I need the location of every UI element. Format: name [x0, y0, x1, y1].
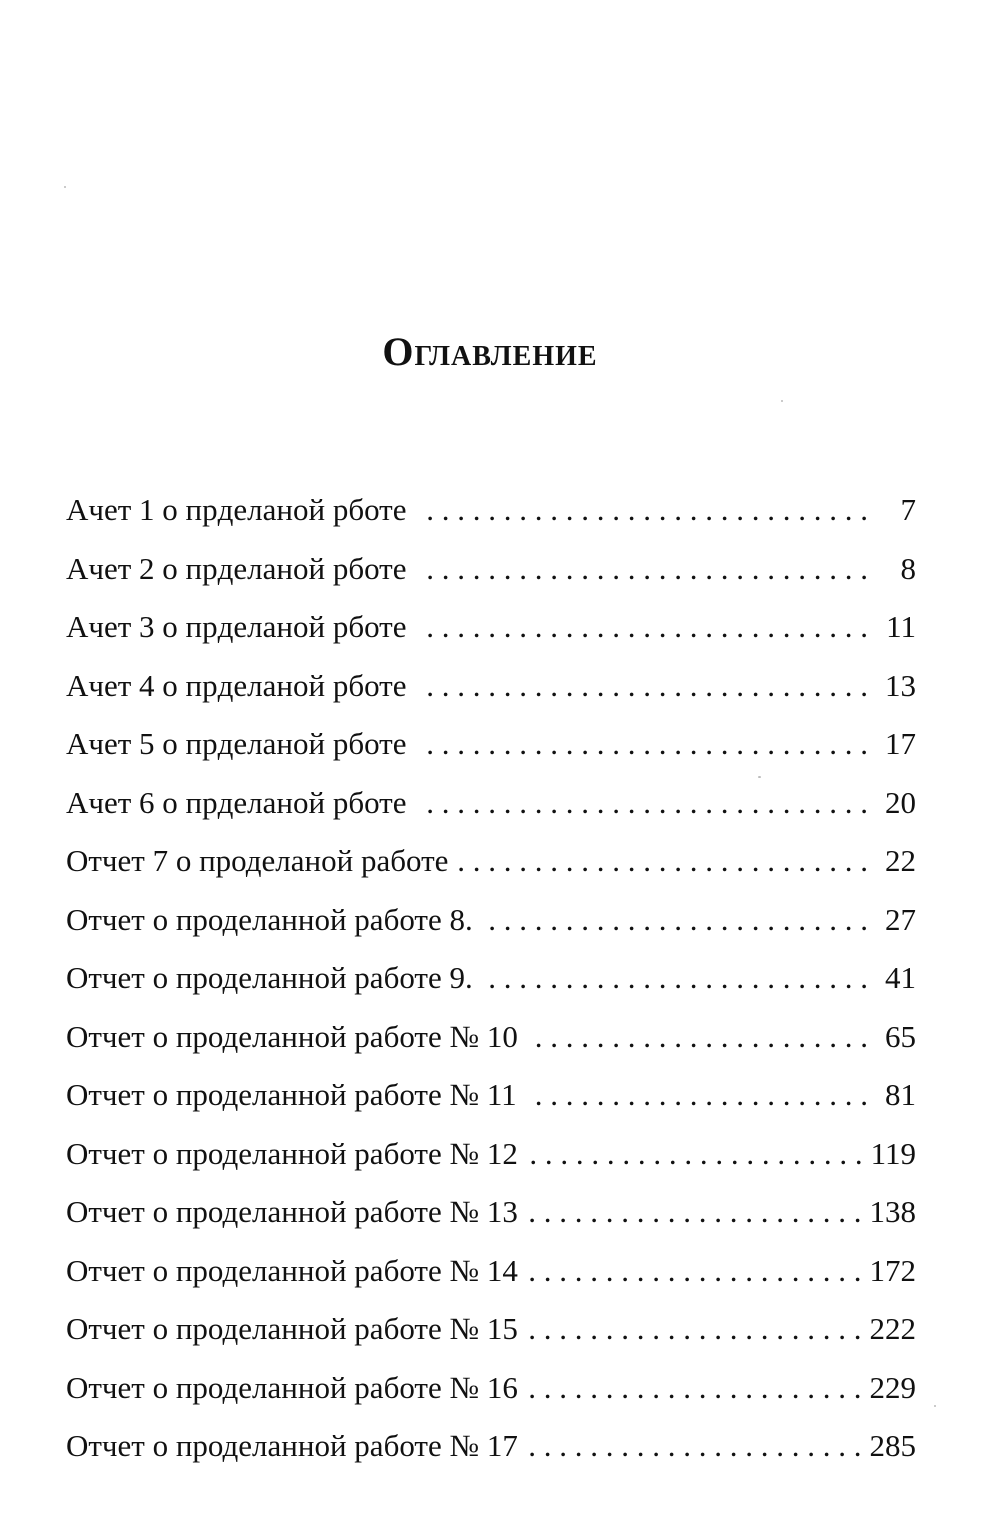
toc-entry [66, 785, 916, 844]
toc-entry-page: 8 [900, 550, 916, 586]
toc-entry-label: Отчет 7 о проделаной работе [66, 843, 449, 878]
toc-entry-label: Отчет о проделанной работе № 11 [66, 1077, 517, 1112]
toc-entry-label: Ачет 4 о пpделаной рботе [66, 667, 407, 703]
toc-entry-label: Отчет о проделанной работе № 14 [66, 1252, 518, 1288]
toc-entry-label: Отчет о проделанной работе № 15 [66, 1311, 518, 1346]
toc-entry-label: Ачет 6 о пpделаной рботе [66, 784, 407, 820]
toc-entry-page: 7 [900, 492, 916, 527]
toc-entry [66, 1253, 916, 1312]
toc-entry [66, 668, 916, 727]
toc-entry-label: Ачет 3 о пpделаной рботе [66, 609, 407, 644]
toc-entry-label: Ачет 5 о пpделаной рботе [66, 726, 407, 761]
toc-entry-label: Отчет о проделанной работе 8. [66, 901, 473, 937]
dot-leader [417, 609, 869, 645]
toc-entry [66, 843, 916, 902]
toc-entry-page: 27 [885, 901, 916, 937]
toc-entry [66, 1370, 916, 1429]
toc-entry-label: Ачет 2 о пpделаной рботе [66, 550, 407, 586]
toc-entry-page: 65 [885, 1018, 916, 1054]
dot-leader [528, 1253, 862, 1289]
dot-leader [417, 551, 869, 587]
toc-entry [66, 726, 916, 785]
toc-entry [66, 1428, 916, 1487]
toc-entry [66, 902, 916, 961]
toc-entry-page: 81 [885, 1077, 916, 1112]
toc-entry-page: 119 [870, 1135, 916, 1171]
toc-entry [66, 609, 916, 668]
page-title: Оглавление [382, 329, 598, 374]
toc-entry [66, 1077, 916, 1136]
dot-leader [528, 1311, 862, 1347]
toc-entry-page: 172 [869, 1252, 916, 1288]
toc-entry-page: 138 [869, 1194, 916, 1229]
toc-entry [66, 1311, 916, 1370]
toc-entry-page: 41 [885, 960, 916, 995]
scan-speck [934, 1405, 936, 1407]
toc-entry-page: 13 [885, 667, 916, 703]
dot-leader [483, 960, 868, 996]
toc-entry-label: Отчет о проделанной работе № 16 [66, 1369, 518, 1405]
toc-entry [66, 492, 916, 551]
toc-entry-page: 11 [886, 609, 916, 644]
toc-entry-page: 222 [869, 1311, 916, 1346]
scan-speck [758, 776, 761, 778]
toc-entry-page: 20 [885, 784, 916, 820]
toc-entry [66, 1194, 916, 1253]
scan-speck [781, 400, 783, 402]
toc-entry [66, 1136, 916, 1195]
toc-entry-page: 22 [885, 843, 916, 878]
dot-leader [483, 902, 868, 938]
toc-entry [66, 960, 916, 1019]
dot-leader [417, 785, 869, 821]
scan-speck [64, 186, 66, 188]
toc-entry [66, 1019, 916, 1078]
toc-entry-label: Отчет о проделанной работе № 10 [66, 1018, 518, 1054]
dot-leader [528, 1428, 862, 1464]
dot-leader [528, 1019, 868, 1055]
toc-entry-label: Ачет 1 о пpделаной рботе [66, 492, 407, 527]
dot-leader [527, 1077, 868, 1113]
toc-entry-label: Отчет о проделанной работе № 13 [66, 1194, 518, 1229]
dot-leader [417, 726, 869, 762]
dot-leader [417, 492, 869, 528]
dot-leader [458, 843, 868, 879]
toc-entry-page: 17 [885, 726, 916, 761]
dot-leader [528, 1136, 863, 1172]
toc-entry-label: Отчет о проделанной работе № 12 [66, 1135, 518, 1171]
table-of-contents [66, 492, 916, 1487]
toc-entry-page: 285 [869, 1428, 916, 1463]
dot-leader [528, 1194, 862, 1230]
toc-entry [66, 551, 916, 610]
dot-leader [528, 1370, 862, 1406]
toc-entry-label: Отчет о проделанной работе № 17 [66, 1428, 518, 1463]
toc-entry-label: Отчет о проделанной работе 9. [66, 960, 473, 995]
dot-leader [417, 668, 869, 704]
toc-entry-page: 229 [869, 1369, 916, 1405]
